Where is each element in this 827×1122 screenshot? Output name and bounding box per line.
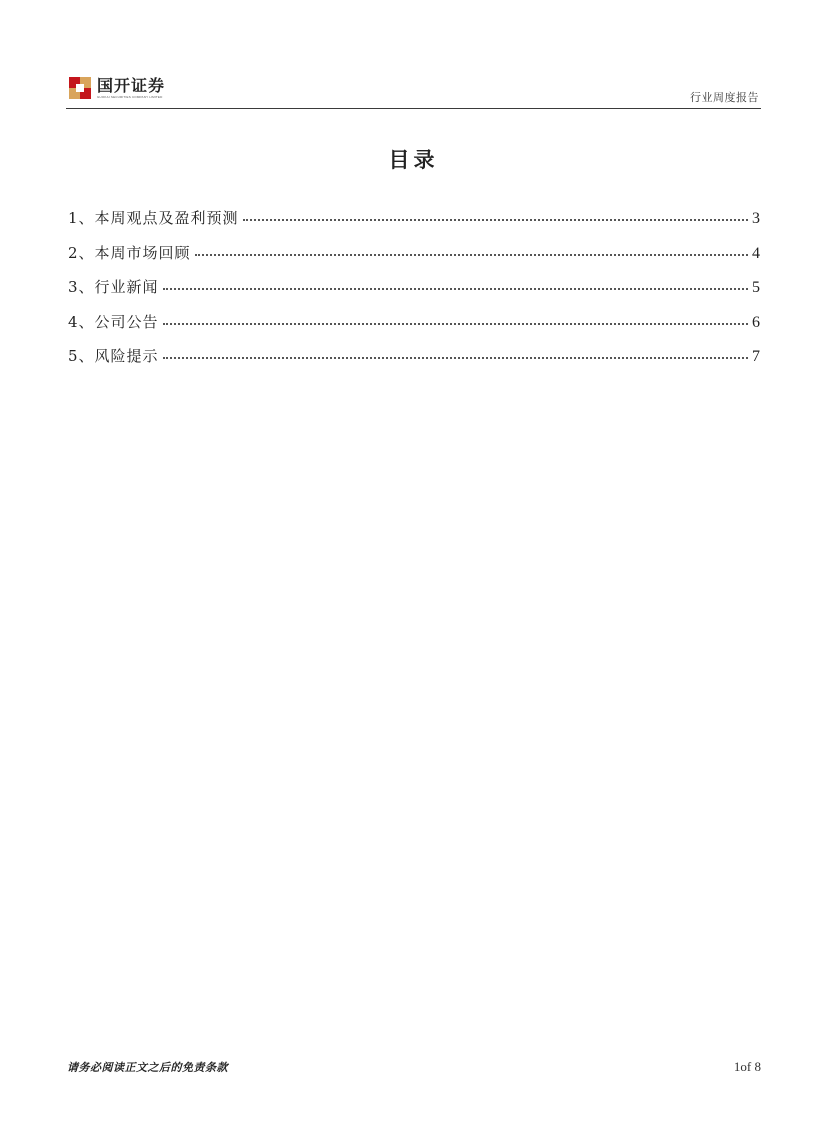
- page-footer: [67, 1059, 761, 1075]
- toc-entry-label: 5、风险提示: [68, 347, 159, 365]
- toc-entry-label: 1、本周观点及盈利预测: [68, 209, 239, 227]
- toc-entry-page: 4: [752, 244, 760, 262]
- toc-dot-leader: [163, 288, 748, 290]
- company-name: 国开证券: [97, 76, 166, 95]
- logo-mark-icon: [69, 77, 91, 99]
- toc-entry-label: 4、公司公告: [68, 312, 159, 331]
- toc-entry[interactable]: [68, 311, 760, 346]
- toc-entry-label: 3、行业新闻: [68, 278, 159, 296]
- toc-dot-leader: [195, 254, 748, 256]
- report-type: 行业周度报告: [690, 91, 759, 104]
- table-of-contents: [68, 207, 760, 380]
- company-logo: [69, 77, 165, 99]
- logo-text: [97, 77, 165, 99]
- toc-entry-page: 7: [752, 348, 760, 365]
- toc-entry-page: 3: [752, 210, 760, 227]
- toc-dot-leader: [243, 219, 748, 221]
- company-english-name: GUOKAI SECURITIES COMPANY LIMITED: [97, 95, 163, 99]
- toc-entry[interactable]: [68, 242, 760, 277]
- page-header: [66, 74, 761, 109]
- disclaimer-notice: 请务必阅读正文之后的免责条款: [67, 1061, 228, 1074]
- toc-entry-label: 2、本周市场回顾: [68, 243, 191, 262]
- toc-entry-page: 5: [752, 279, 760, 296]
- toc-entry[interactable]: [68, 345, 760, 380]
- toc-entry[interactable]: [68, 276, 760, 311]
- toc-entry-page: 6: [752, 313, 760, 331]
- page-indicator: 1of 8: [733, 1059, 761, 1074]
- toc-title: 目录: [388, 148, 439, 172]
- toc-entry[interactable]: [68, 207, 760, 242]
- toc-dot-leader: [163, 323, 748, 325]
- toc-dot-leader: [163, 357, 748, 359]
